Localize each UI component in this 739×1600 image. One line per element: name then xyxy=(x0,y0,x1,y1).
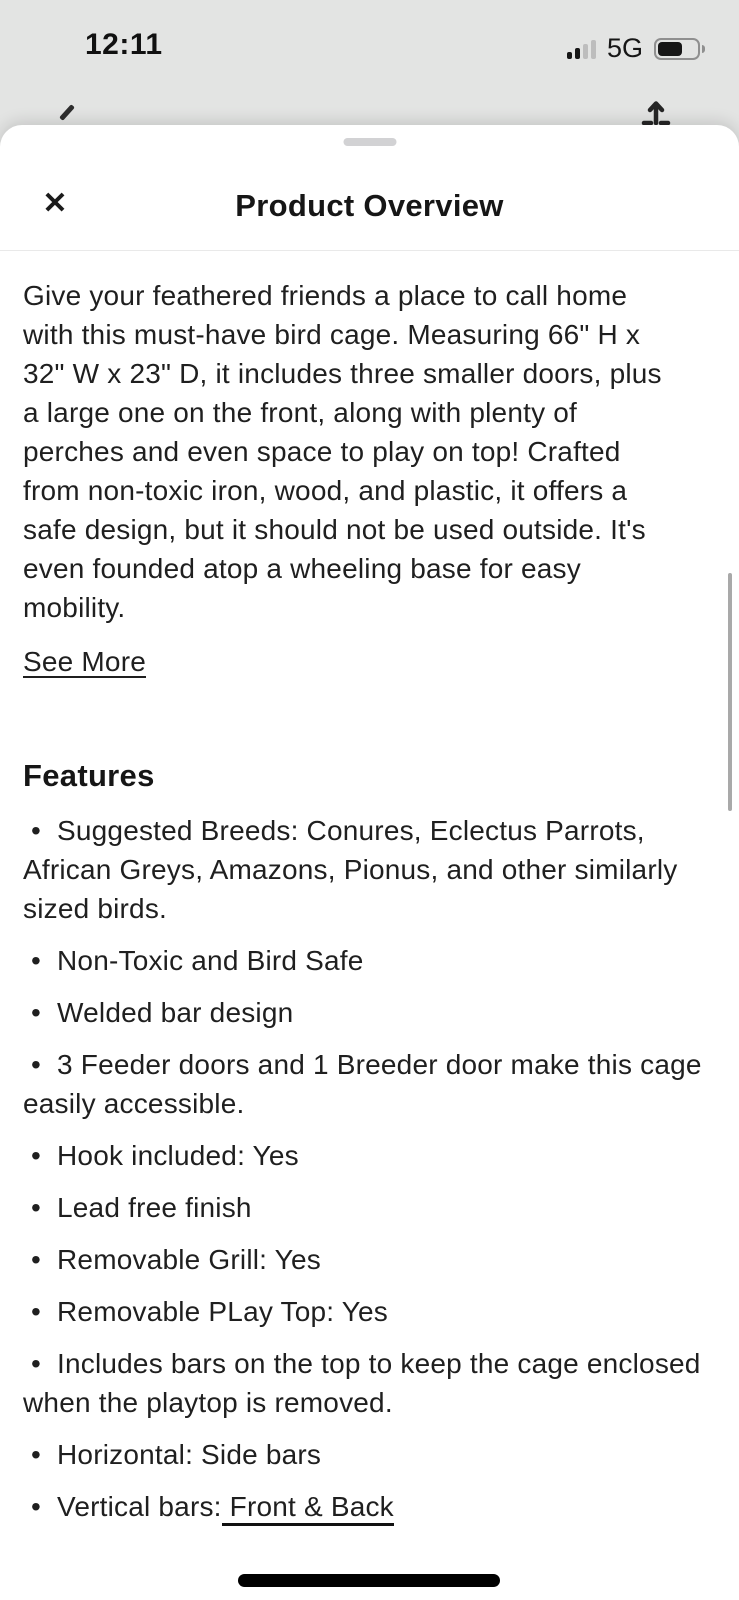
status-bar xyxy=(0,0,739,80)
share-icon xyxy=(640,96,672,128)
feature-item: • Includes bars on the top to keep the cage enclosed when the playtop is removed. xyxy=(23,1344,709,1422)
feature-item: • Hook included: Yes xyxy=(23,1136,709,1175)
share-button[interactable] xyxy=(640,96,672,128)
sheet-header xyxy=(0,125,739,251)
home-indicator[interactable] xyxy=(238,1574,500,1587)
product-description: Give your feathered friends a place to call home with this must-have bird cage. Measuring 66" H x 32" W x 23" D, it includes three smaller doors, plus a large one on the front, along with plenty of perches and even space to play on top! Crafted from non-toxic iron, wood, and plastic, it offers a safe design, but it should not be used outside. It's even founded atop a wheeling base for easy mobility. xyxy=(23,280,662,623)
feature-item: • Welded bar design xyxy=(23,993,709,1032)
feature-item: • Lead free finish xyxy=(23,1188,709,1227)
close-button[interactable]: ✕ xyxy=(38,187,72,221)
scrollbar-thumb[interactable] xyxy=(728,573,732,811)
feature-item-prefix: Vertical bars: xyxy=(57,1491,222,1522)
network-type-label: 5G xyxy=(606,33,643,63)
clock: 12:11 xyxy=(85,28,163,61)
feature-item-vertical-bars xyxy=(23,1487,709,1526)
sheet-content xyxy=(0,251,739,1526)
product-overview-sheet xyxy=(0,125,739,1600)
feature-item-underlined-text: Front & Back xyxy=(222,1491,394,1526)
feature-item: • Removable PLay Top: Yes xyxy=(23,1292,709,1331)
feature-item: • Horizontal: Side bars xyxy=(23,1435,709,1474)
feature-item: • 3 Feeder doors and 1 Breeder door make this cage easily accessible. xyxy=(23,1045,709,1123)
feature-item: • Suggested Breeds: Conures, Eclectus Parrots, African Greys, Amazons, Pionus, and other similarly sized birds. xyxy=(23,811,709,928)
feature-item: • Non-Toxic and Bird Safe xyxy=(23,941,709,980)
cellular-signal-icon xyxy=(567,39,596,59)
features-list xyxy=(23,811,709,1526)
back-chevron-icon xyxy=(59,104,75,121)
sheet-title: Product Overview xyxy=(235,188,504,223)
feature-item: • Removable Grill: Yes xyxy=(23,1240,709,1279)
battery-icon xyxy=(654,38,700,60)
see-more-link[interactable]: See More xyxy=(23,646,146,677)
features-heading: Features xyxy=(23,758,155,793)
